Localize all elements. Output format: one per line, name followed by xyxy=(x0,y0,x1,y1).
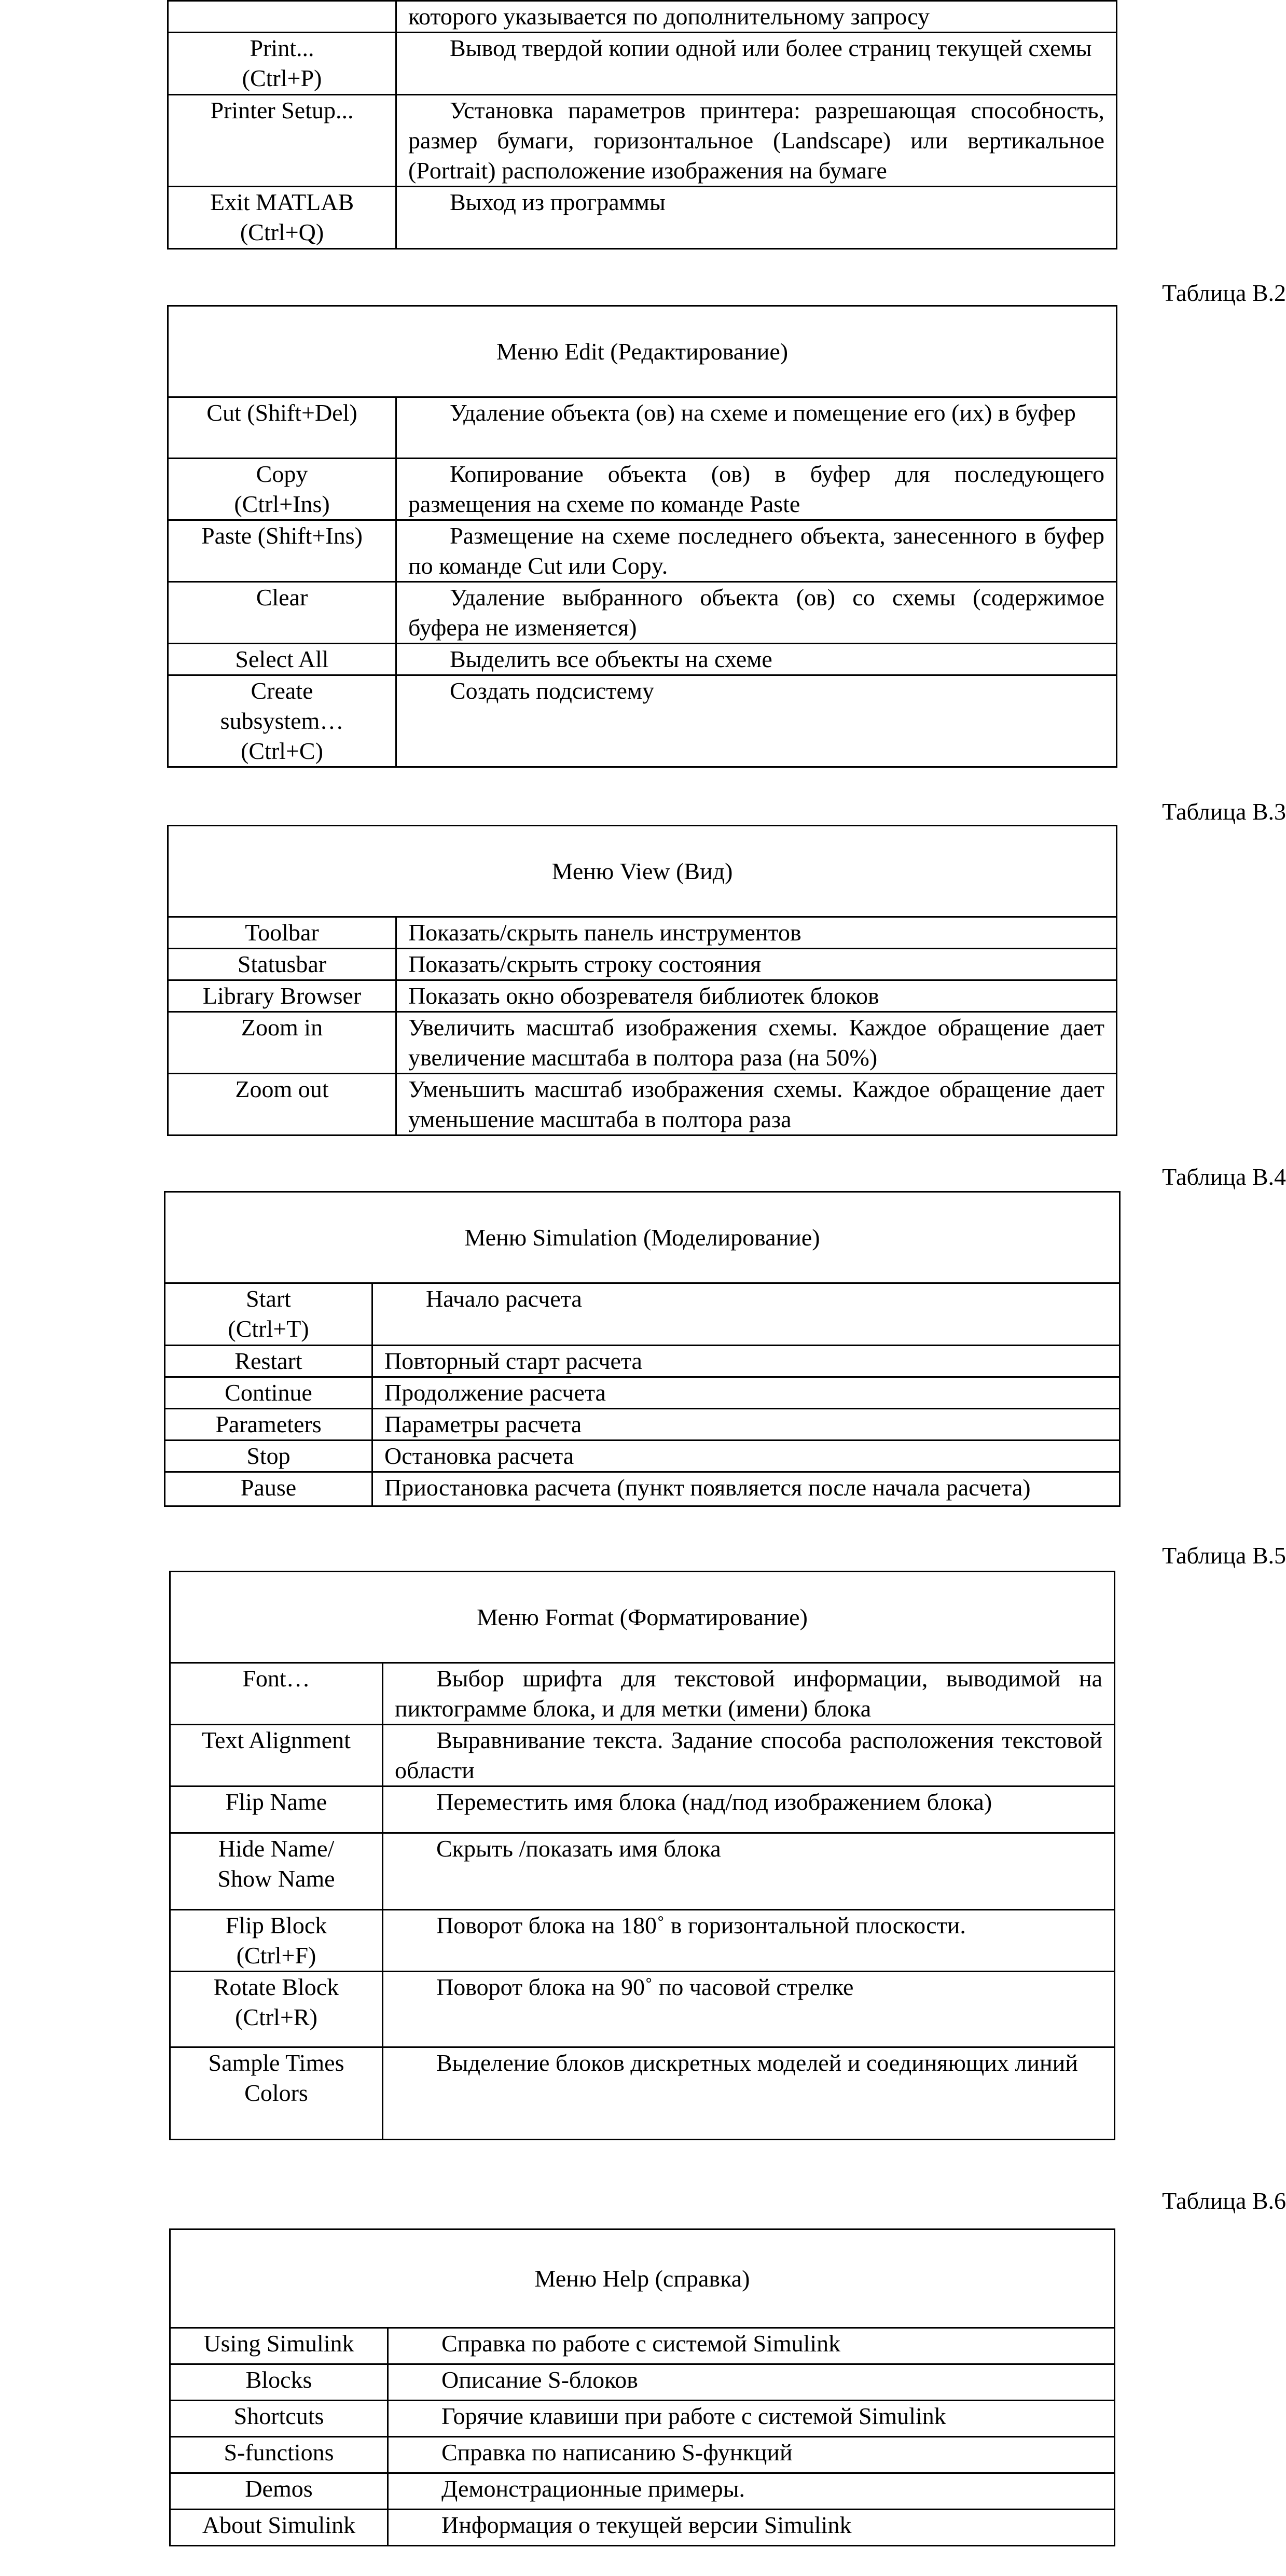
menu-item-description: Начало расчета xyxy=(372,1283,1120,1346)
table-header-row xyxy=(168,826,1117,917)
table-b3 xyxy=(167,825,1117,1136)
menu-item-key: Print... (Ctrl+P) xyxy=(168,33,396,95)
table-header-row xyxy=(165,1192,1120,1283)
menu-item-description: Информация о текущей версии Simulink xyxy=(388,2510,1115,2546)
menu-item-description: Демонстрационные примеры. xyxy=(388,2473,1115,2510)
table-b3-caption: Таблица В.3 xyxy=(1162,798,1286,825)
menu-item-description: Горячие клавиши при работе с системой Simulink xyxy=(388,2401,1115,2437)
table-row xyxy=(165,1377,1120,1409)
table-row xyxy=(170,2473,1115,2510)
table-row xyxy=(170,2401,1115,2437)
table-row xyxy=(168,917,1117,949)
table-row xyxy=(170,2510,1115,2546)
table-row xyxy=(168,582,1117,644)
table-b2 xyxy=(167,305,1117,768)
table-row xyxy=(170,2437,1115,2473)
table-row xyxy=(168,33,1117,95)
menu-item-key: Restart xyxy=(165,1346,372,1377)
menu-item-key: Continue xyxy=(165,1377,372,1409)
menu-item-key: Flip Block (Ctrl+F) xyxy=(170,1910,383,1972)
table-b5-caption: Таблица В.5 xyxy=(1162,1542,1286,1569)
menu-item-key: Font… xyxy=(170,1663,383,1725)
menu-item-description: Поворот блока на 180˚ в горизонтальной плоскости. xyxy=(383,1910,1115,1972)
menu-item-key: Flip Name xyxy=(170,1786,383,1833)
menu-item-description: Продолжение расчета xyxy=(372,1377,1120,1409)
table-row xyxy=(168,644,1117,675)
menu-item-description: Удаление выбранного объекта (ов) со схемы (содержимое буфера не изменяется) xyxy=(396,582,1117,644)
menu-item-description: Скрыть /показать имя блока xyxy=(383,1833,1115,1910)
menu-item-description: Выделить все объекты на схеме xyxy=(396,644,1117,675)
menu-item-description: Уменьшить масштаб изображения схемы. Каждое обращение дает уменьшение масштаба в полтора раза xyxy=(396,1074,1117,1135)
table-title: Меню View (Вид) xyxy=(168,826,1117,917)
menu-item-key xyxy=(168,1,396,33)
table-row xyxy=(170,1725,1115,1786)
table-row xyxy=(170,1786,1115,1833)
menu-item-description: Справка по написанию S-функций xyxy=(388,2437,1115,2473)
menu-item-description: Показать/скрыть строку состояния xyxy=(396,949,1117,980)
table-row xyxy=(165,1283,1120,1346)
menu-item-description: Выход из программы xyxy=(396,187,1117,249)
table-b4 xyxy=(164,1191,1121,1507)
menu-item-description: Параметры расчета xyxy=(372,1409,1120,1441)
menu-item-key: Rotate Block (Ctrl+R) xyxy=(170,1972,383,2047)
menu-item-key: Start (Ctrl+T) xyxy=(165,1283,372,1346)
table-b1-tail xyxy=(167,0,1117,250)
table-b6 xyxy=(169,2228,1115,2546)
menu-item-key: Library Browser xyxy=(168,980,396,1012)
table-header-row xyxy=(170,1572,1115,1663)
menu-item-description: Размещение на схеме последнего объекта, занесенного в буфер по команде Cut или Copy. xyxy=(396,520,1117,582)
menu-item-description: Показать/скрыть панель инструментов xyxy=(396,917,1117,949)
table-title: Меню Help (справка) xyxy=(170,2229,1115,2328)
menu-item-key: Create subsystem… (Ctrl+C) xyxy=(168,675,396,767)
menu-item-description: Приостановка расчета (пункт появляется после начала расчета) xyxy=(372,1472,1120,1506)
menu-item-key: About Simulink xyxy=(170,2510,388,2546)
menu-item-key: Toolbar xyxy=(168,917,396,949)
table-title: Меню Simulation (Моделирование) xyxy=(165,1192,1120,1283)
menu-item-key: Statusbar xyxy=(168,949,396,980)
menu-item-description: Повторный старт расчета xyxy=(372,1346,1120,1377)
menu-item-description: Выбор шрифта для текстовой информации, выводимой на пиктограмме блока, и для метки (имени) блока xyxy=(383,1663,1115,1725)
menu-item-key: Paste (Shift+Ins) xyxy=(168,520,396,582)
menu-item-key: Parameters xyxy=(165,1409,372,1441)
table-row xyxy=(170,1833,1115,1910)
table-row xyxy=(168,520,1117,582)
table-row xyxy=(168,187,1117,249)
menu-item-key: Using Simulink xyxy=(170,2328,388,2364)
menu-item-description: Поворот блока на 90˚ по часовой стрелке xyxy=(383,1972,1115,2047)
table-row xyxy=(168,980,1117,1012)
table-b2-caption: Таблица В.2 xyxy=(1162,280,1286,306)
menu-item-key: Exit MATLAB (Ctrl+Q) xyxy=(168,187,396,249)
menu-item-description: Выделение блоков дискретных моделей и соединяющих линий xyxy=(383,2047,1115,2140)
table-header-row xyxy=(170,2229,1115,2328)
menu-item-description: Показать окно обозревателя библиотек блоков xyxy=(396,980,1117,1012)
table-row xyxy=(168,397,1117,459)
menu-item-description: Справка по работе с системой Simulink xyxy=(388,2328,1115,2364)
table-row xyxy=(168,1,1117,33)
menu-item-key: Clear xyxy=(168,582,396,644)
menu-item-key: Hide Name/ Show Name xyxy=(170,1833,383,1910)
menu-item-description: Остановка расчета xyxy=(372,1441,1120,1472)
menu-item-description: Удаление объекта (ов) на схеме и помещение его (их) в буфер xyxy=(396,397,1117,459)
menu-item-key: Zoom in xyxy=(168,1012,396,1074)
menu-item-key: Zoom out xyxy=(168,1074,396,1135)
menu-item-description: Выравнивание текста. Задание способа расположения текстовой области xyxy=(383,1725,1115,1786)
table-title: Меню Edit (Редактирование) xyxy=(168,306,1117,397)
menu-item-description: Описание S-блоков xyxy=(388,2364,1115,2401)
table-row xyxy=(168,459,1117,520)
table-row xyxy=(168,1012,1117,1074)
menu-item-key: Blocks xyxy=(170,2364,388,2401)
menu-item-key: Select All xyxy=(168,644,396,675)
table-b5 xyxy=(169,1571,1115,2140)
table-row xyxy=(165,1409,1120,1441)
menu-item-description: которого указывается по дополнительному запросу xyxy=(396,1,1117,33)
menu-item-description: Копирование объекта (ов) в буфер для последующего размещения на схеме по команде Paste xyxy=(396,459,1117,520)
table-row xyxy=(168,675,1117,767)
table-title: Меню Format (Форматирование) xyxy=(170,1572,1115,1663)
menu-item-key: Copy (Ctrl+Ins) xyxy=(168,459,396,520)
table-row xyxy=(168,1074,1117,1135)
table-b6-caption: Таблица В.6 xyxy=(1162,2187,1286,2214)
table-row xyxy=(170,1910,1115,1972)
menu-item-description: Вывод твердой копии одной или более страниц текущей схемы xyxy=(396,33,1117,95)
menu-item-key: Printer Setup... xyxy=(168,95,396,187)
menu-item-key: Text Alignment xyxy=(170,1725,383,1786)
table-row xyxy=(165,1346,1120,1377)
menu-item-key: Shortcuts xyxy=(170,2401,388,2437)
menu-item-key: Sample Times Colors xyxy=(170,2047,383,2140)
menu-item-description: Переместить имя блока (над/под изображением блока) xyxy=(383,1786,1115,1833)
table-b4-caption: Таблица В.4 xyxy=(1162,1164,1286,1190)
table-row xyxy=(165,1441,1120,1472)
menu-item-key: S-functions xyxy=(170,2437,388,2473)
table-row xyxy=(170,2328,1115,2364)
table-header-row xyxy=(168,306,1117,397)
menu-item-key: Pause xyxy=(165,1472,372,1506)
table-row xyxy=(168,95,1117,187)
menu-item-description: Создать подсистему xyxy=(396,675,1117,767)
menu-item-description: Установка параметров принтера: разрешающая способность, размер бумаги, горизонтальное (Landscape) или вертикальное (Portrait) расположение изображения на бумаге xyxy=(396,95,1117,187)
menu-item-description: Увеличить масштаб изображения схемы. Каждое обращение дает увеличение масштаба в полтора раза (на 50%) xyxy=(396,1012,1117,1074)
menu-item-key: Stop xyxy=(165,1441,372,1472)
table-row xyxy=(165,1472,1120,1506)
table-row xyxy=(168,949,1117,980)
table-row xyxy=(170,2364,1115,2401)
menu-item-key: Cut (Shift+Del) xyxy=(168,397,396,459)
table-row xyxy=(170,1663,1115,1725)
menu-item-key: Demos xyxy=(170,2473,388,2510)
table-row xyxy=(170,1972,1115,2047)
table-row xyxy=(170,2047,1115,2140)
